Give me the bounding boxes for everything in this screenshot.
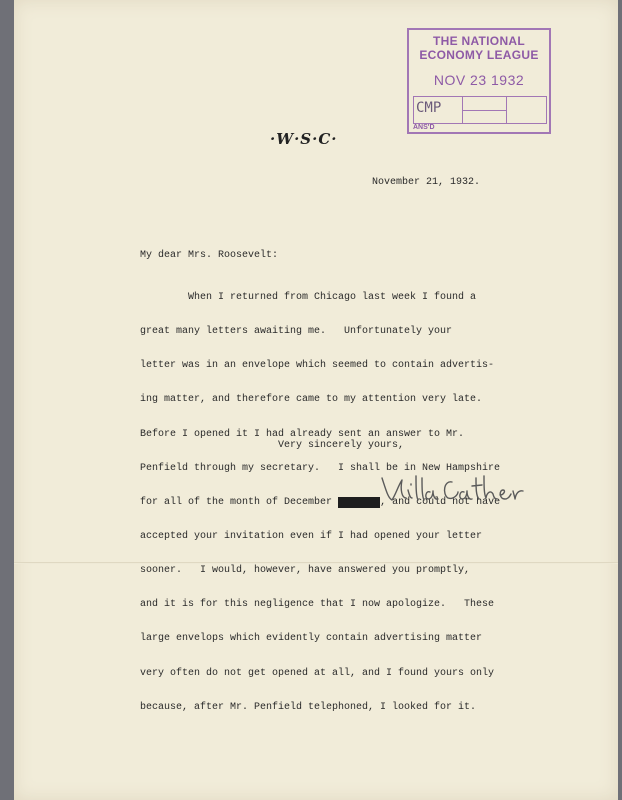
letter-salutation: My dear Mrs. Roosevelt: (140, 250, 279, 261)
body-line: Penfield through my secretary. I shall be in New Hampshire (140, 462, 501, 474)
body-line: because, after Mr. Penfield telephoned, I looked for it. (140, 701, 477, 713)
body-line: and it is for this negligence that I now apologize. These (140, 599, 495, 611)
handwritten-signature (378, 468, 538, 508)
letter-date: November 21, 1932. (372, 177, 481, 188)
stamp-routing-box (413, 96, 547, 124)
body-line: Before I opened it I had already sent an answer to Mr. (140, 428, 465, 440)
stamp-org-line1: THE NATIONAL (432, 34, 526, 48)
body-line: When I returned from Chicago last week I found a (140, 292, 477, 303)
stamp-org-line2: ECONOMY LEAGUE (419, 48, 539, 62)
body-line-head: for all of the month of December (140, 496, 339, 508)
body-line: great many letters awaiting me. Unfortunately your (140, 326, 453, 338)
letter-closing: Very sincerely yours, (278, 440, 405, 451)
stamp-date: NOV 23 1932 (433, 72, 525, 88)
stamp-initials: CMP (416, 100, 442, 116)
body-line: ing matter, and therefore came to my attention very late. (140, 394, 483, 406)
body-line: letter was in an envelope which seemed to contain advertis- (140, 360, 495, 372)
letterhead-monogram: ·W·S·C· (270, 130, 338, 148)
body-line: sooner. I would, however, have answered you promptly, (140, 565, 471, 577)
body-line: accepted your invitation even if I had opened your letter (140, 530, 483, 542)
body-line: large envelops which evidently contain advertising matter (140, 633, 483, 645)
body-line-tail: , and could not have (380, 496, 501, 508)
body-line: very often do not get opened at all, and I found yours only (140, 667, 495, 679)
stamp-answered-label: ANS'D (413, 124, 435, 131)
received-stamp (407, 28, 551, 134)
struck-out-word (338, 497, 380, 508)
